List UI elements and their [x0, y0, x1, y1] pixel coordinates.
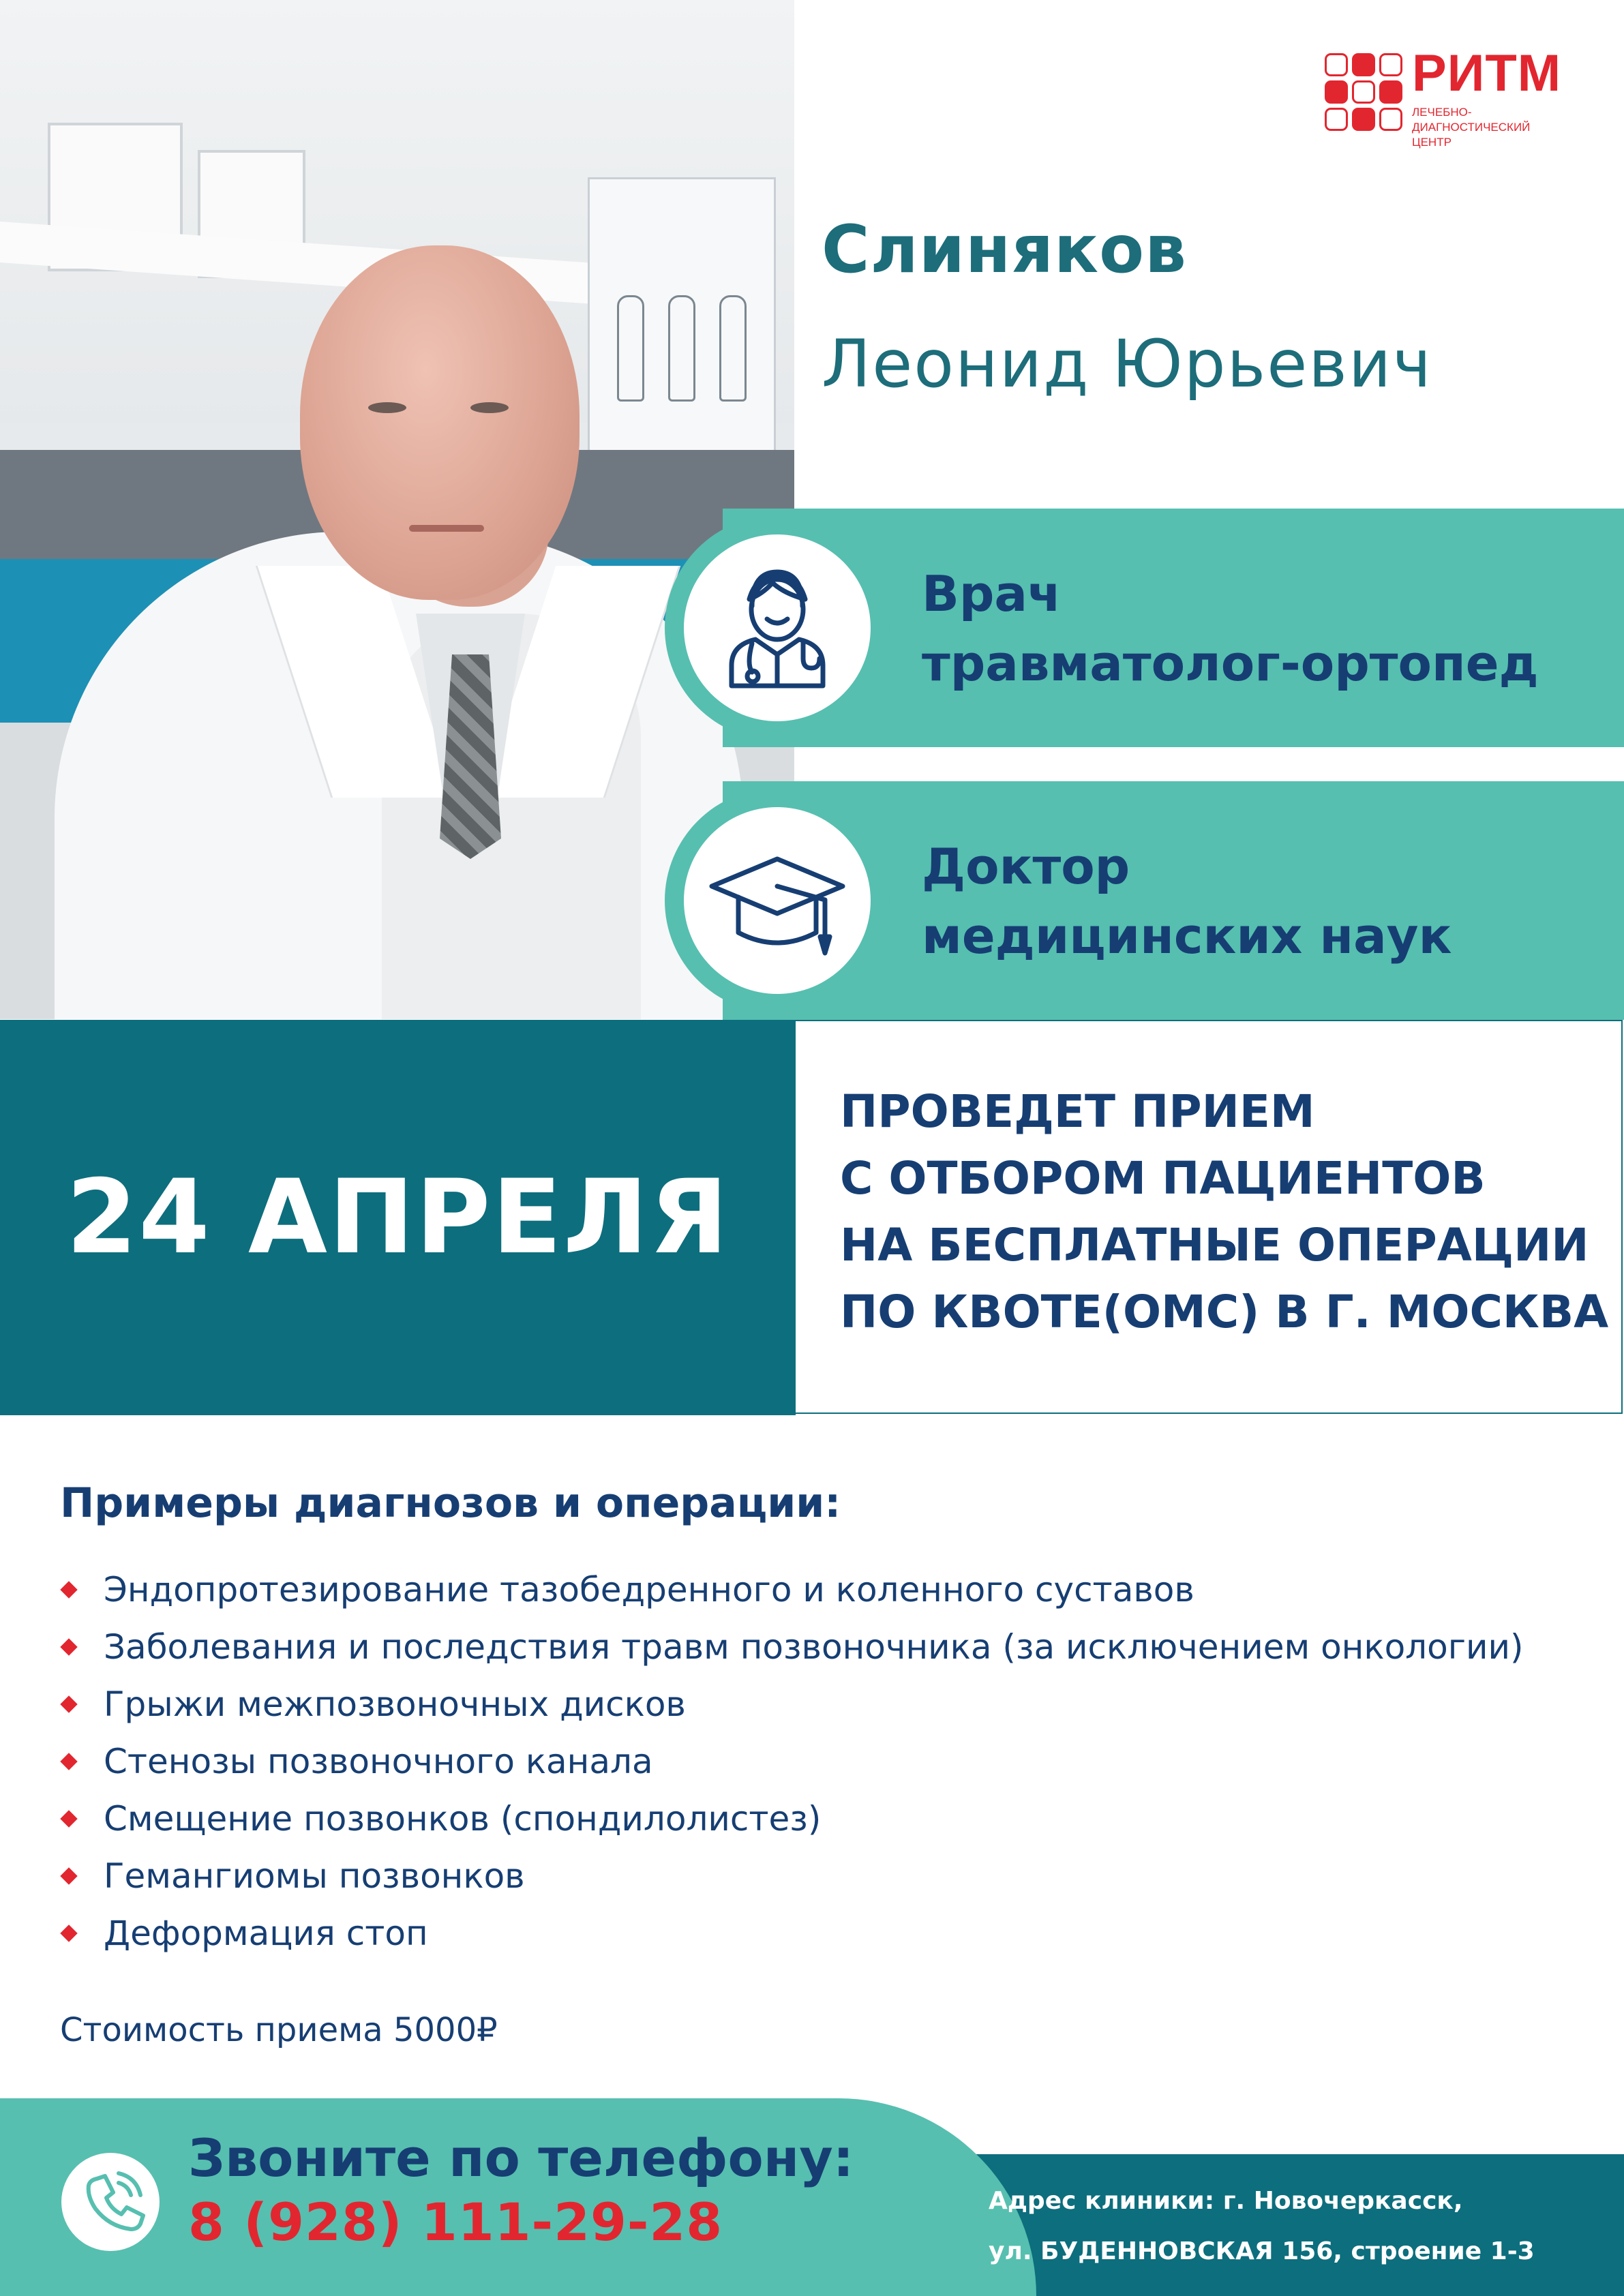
- doctor-given-names: Леонид Юрьевич: [822, 326, 1432, 402]
- logo-brand-name: РИТМ: [1412, 44, 1562, 102]
- list-item: [60, 1905, 428, 1962]
- appointment-date: 24 АПРЕЛЯ: [65, 1158, 730, 1277]
- diagnosis-text: Деформация стоп: [104, 1914, 428, 1953]
- bullet-diamond-icon: [60, 1695, 77, 1712]
- clinic-logo: [1325, 44, 1570, 149]
- graduation-cap-icon: [684, 807, 871, 994]
- degree-text: [922, 832, 1452, 971]
- phone-badge: [61, 2153, 160, 2251]
- bullet-diamond-icon: [60, 1810, 77, 1827]
- diagnosis-text: Смещение позвонков (спондилолистез): [104, 1799, 822, 1839]
- diagnosis-text: Грыжи межпозвоночных дисков: [104, 1685, 686, 1724]
- list-item: [60, 1618, 1523, 1676]
- list-item: [60, 1790, 821, 1847]
- doctor-icon: [684, 534, 871, 721]
- appointment-line: ПРОВЕДЕТ ПРИЕМ: [840, 1085, 1315, 1138]
- specialty-line1: Врач: [922, 565, 1062, 622]
- bullet-diamond-icon: [60, 1638, 77, 1655]
- degree-line2: медицинских наук: [922, 907, 1452, 965]
- call-label: Звоните по телефону:: [188, 2128, 854, 2188]
- doctor-surname: Слиняков: [822, 211, 1187, 288]
- logo-mark-icon: [1325, 53, 1402, 131]
- list-item: [60, 1561, 1194, 1618]
- specialty-text: [922, 559, 1539, 698]
- bullet-diamond-icon: [60, 1581, 77, 1598]
- bullet-diamond-icon: [60, 1867, 77, 1884]
- specialty-badge: [665, 515, 890, 740]
- phone-number-link[interactable]: 8 (928) 111-29-28: [188, 2192, 723, 2252]
- appointment-line: НА БЕСПЛАТНЫЕ ОПЕРАЦИИ: [840, 1219, 1589, 1271]
- diagnosis-text: Эндопротезирование тазобедренного и коленного суставов: [104, 1570, 1194, 1610]
- logo-subtitle: [1412, 105, 1570, 150]
- phone-icon: [61, 2153, 160, 2251]
- consultation-price: Стоимость приема 5000₽: [60, 2011, 498, 2049]
- degree-badge: [665, 788, 890, 1013]
- list-item: [60, 1676, 686, 1733]
- appointment-line: ПО КВОТЕ(ОМС) В Г. МОСКВА: [840, 1286, 1609, 1338]
- bullet-diamond-icon: [60, 1924, 77, 1942]
- bullet-diamond-icon: [60, 1753, 77, 1770]
- logo-subtitle-line2: ДИАГНОСТИЧЕСКИЙ ЦЕНТР: [1412, 121, 1531, 149]
- diagnosis-text: Гемангиомы позвонков: [104, 1856, 525, 1896]
- list-item: [60, 1733, 653, 1790]
- diagnoses-title: Примеры диагнозов и операции:: [60, 1479, 841, 1527]
- address-line2: ул. БУДЕННОВСКАЯ 156, строение 1-3: [989, 2237, 1535, 2265]
- diagnosis-text: Заболевания и последствия травм позвоночника (за исключением онкологии): [104, 1627, 1524, 1667]
- specialty-line2: травматолог-ортопед: [922, 635, 1539, 692]
- logo-subtitle-line1: ЛЕЧЕБНО-: [1412, 106, 1472, 119]
- degree-line1: Доктор: [922, 838, 1130, 895]
- address-line1: Адрес клиники: г. Новочеркасск,: [989, 2187, 1463, 2215]
- list-item: [60, 1847, 525, 1905]
- diagnosis-text: Стенозы позвоночного канала: [104, 1742, 653, 1781]
- appointment-line: С ОТБОРОМ ПАЦИЕНТОВ: [840, 1152, 1486, 1205]
